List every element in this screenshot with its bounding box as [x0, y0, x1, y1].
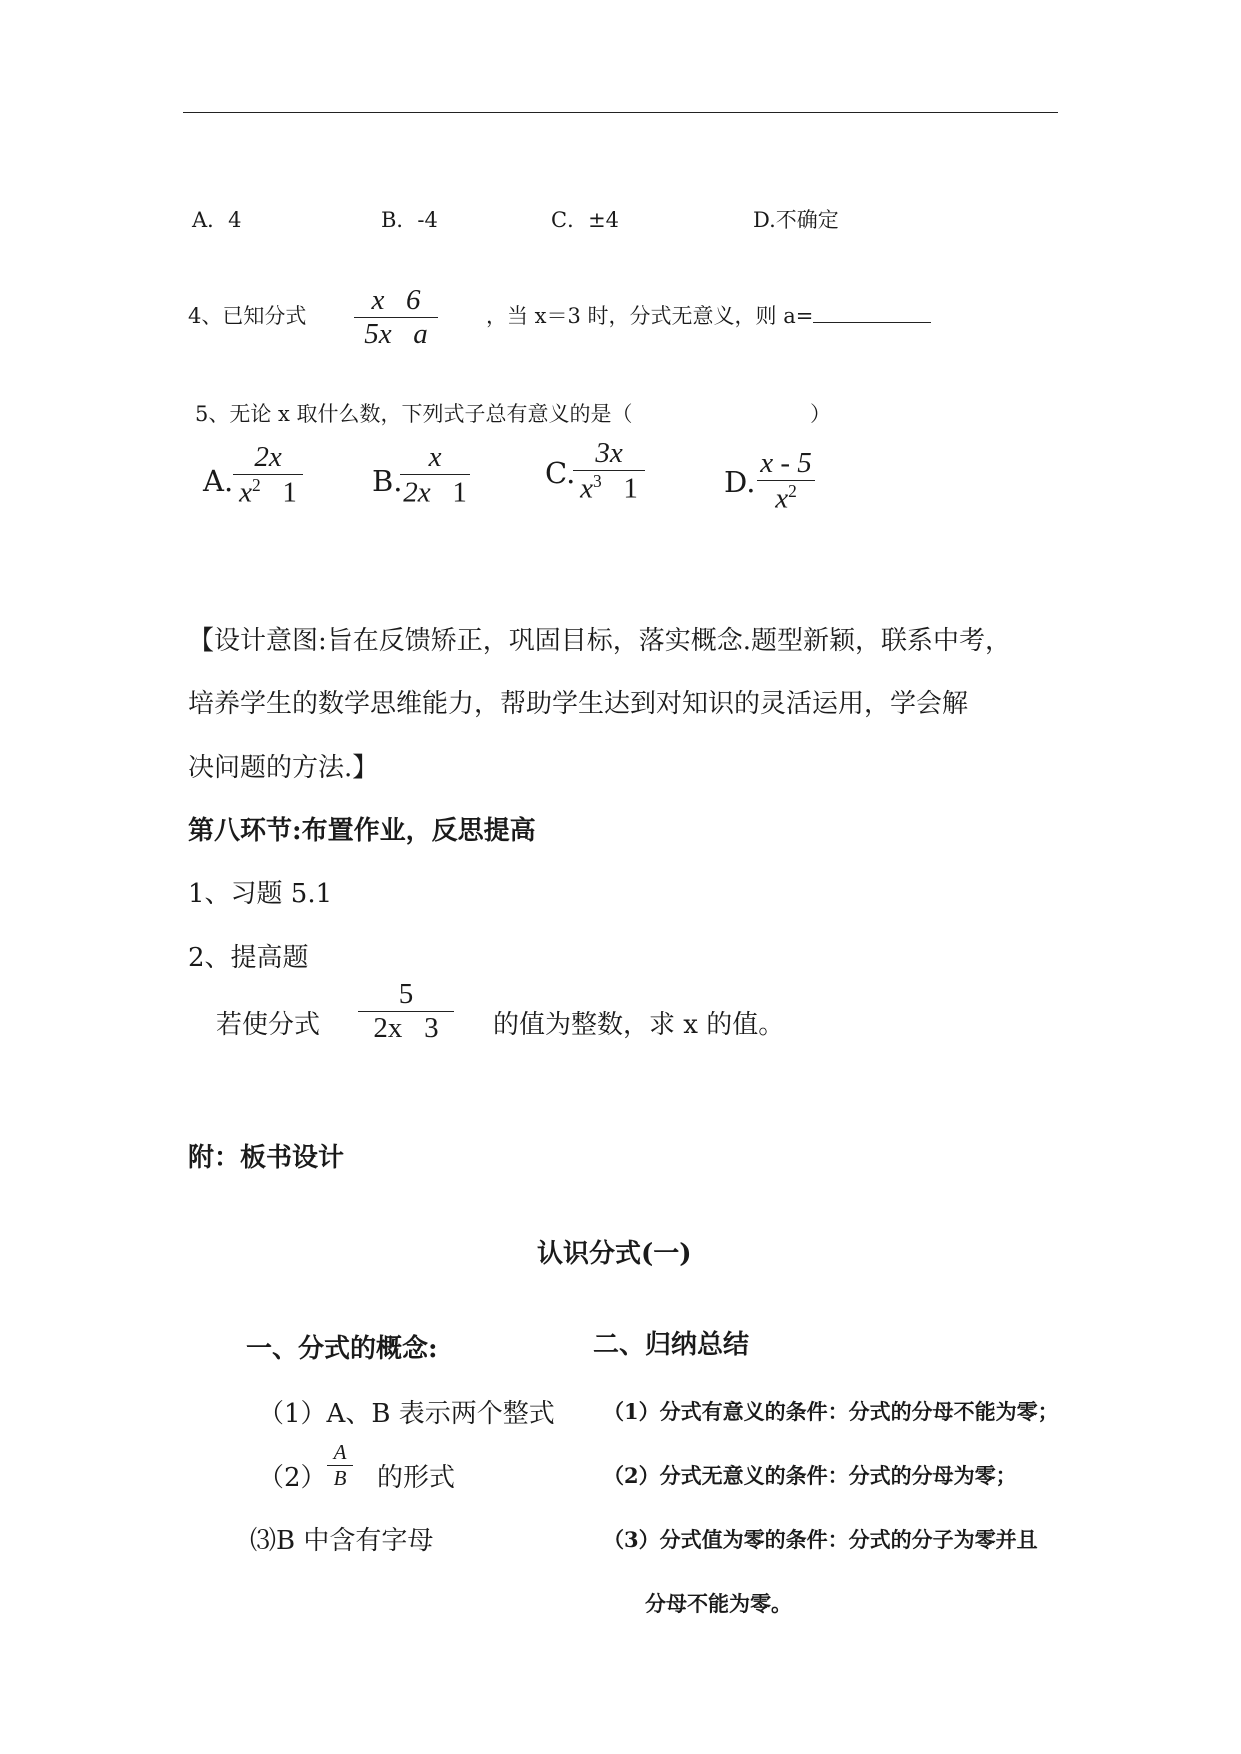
homework-item-1: 1、习题 5.1: [188, 879, 333, 909]
q4-answer-blank: [813, 321, 931, 323]
concept-fraction-numerator: A: [333, 1440, 347, 1464]
summary-item-1: （1）分式有意义的条件：分式的分母不能为零；: [603, 1399, 1059, 1424]
concept-item-1: （1）A、B 表示两个整式: [258, 1399, 555, 1429]
design-intent-line-3: 决问题的方法.】: [188, 753, 379, 783]
q5-option-c-numerator: 3x: [595, 437, 623, 469]
summary-item-2: （2）分式无意义的条件：分式的分母为零；: [603, 1463, 1017, 1488]
concept-fraction-denominator: B: [333, 1466, 347, 1490]
q5-option-b-numerator: x: [428, 441, 442, 473]
q5-option-a-numerator: 2x: [254, 441, 282, 473]
q5-option-a-rest: 1: [260, 476, 297, 509]
q5-option-d-exp: 2: [788, 481, 797, 501]
q3-option-c: C．±4: [551, 208, 620, 232]
q5-option-b-label: B.: [372, 464, 403, 498]
concept-item-3: ⑶B 中含有字母: [250, 1526, 434, 1556]
appendix-heading: 附：板书设计: [188, 1143, 345, 1173]
problem-suffix: 的值为整数，求 x 的值。: [493, 1010, 785, 1040]
q5-option-c-fraction: [573, 437, 645, 506]
q5-option-a-fraction: [233, 441, 303, 510]
q5-option-d-numerator: x - 5: [760, 447, 812, 479]
q4-suffix: [486, 300, 931, 330]
problem-prefix: 若使分式: [216, 1010, 321, 1040]
q5-option-d-fraction: [757, 447, 815, 516]
q5-option-c-label: C.: [545, 456, 576, 490]
concept-item-2-suffix: 的形式: [377, 1463, 456, 1493]
q5-option-c-rest: 1: [601, 472, 638, 505]
problem-fraction: [358, 978, 454, 1045]
q3-option-d: D.不确定: [753, 208, 839, 232]
board-title: 认识分式(一): [537, 1239, 692, 1269]
header-rule: [183, 112, 1058, 113]
q5-option-d-base: x: [775, 482, 789, 515]
q5-stem-close: ）: [810, 402, 831, 426]
q3-option-b: B．-4: [381, 208, 438, 232]
q4-fraction: [354, 284, 438, 351]
q5-option-b-base: 2x: [403, 476, 431, 509]
design-intent-line-1: 【设计意图:旨在反馈矫正，巩固目标，落实概念.题型新颖，联系中考，: [188, 626, 1012, 656]
q5-option-b-denominator: [403, 475, 467, 510]
design-intent-line-2: 培养学生的数学思维能力，帮助学生达到对知识的灵活运用，学会解: [188, 689, 969, 719]
q5-option-a-base: x: [239, 476, 252, 509]
summary-item-3: （3）分式值为零的条件：分式的分子为零并且: [603, 1527, 1038, 1552]
q3-option-a: A．4: [192, 208, 242, 232]
concept-fraction: [327, 1440, 353, 1491]
q5-stem: 5、无论 x 取什么数，下列式子总有意义的是（: [195, 402, 633, 426]
q4-suffix-text: ，当 x＝3 时，分式无意义，则 a=: [486, 304, 814, 328]
q5-option-c-exp: 3: [592, 471, 602, 491]
concept-item-2-prefix: （2）: [258, 1463, 327, 1493]
q5-option-b-fraction: [400, 441, 470, 510]
q5-option-a-label: A.: [203, 464, 234, 498]
q5-option-d-denominator: [775, 481, 797, 516]
q5-option-c-base: x: [580, 472, 593, 505]
summary-heading: 二、归纳总结: [593, 1330, 750, 1360]
q5-option-c-denominator: [580, 471, 638, 506]
problem-numerator: 5: [398, 978, 414, 1010]
q4-prefix: 4、已知分式: [188, 304, 307, 328]
q5-option-b-rest: 1: [430, 476, 467, 509]
concept-heading: 一、分式的概念:: [246, 1334, 438, 1364]
section-8-heading: 第八环节:布置作业，反思提高: [188, 816, 536, 846]
problem-denominator: 2x 3: [373, 1012, 439, 1044]
q5-option-a-denominator: [239, 475, 297, 510]
summary-item-3-continued: 分母不能为零。: [645, 1591, 792, 1616]
q4-fraction-denominator: 5x a: [364, 318, 428, 350]
homework-item-2: 2、提高题: [188, 943, 309, 973]
q5-option-d-label: D.: [724, 465, 756, 499]
q5-option-a-exp: 2: [251, 475, 261, 495]
q4-fraction-numerator: x 6: [371, 284, 421, 316]
